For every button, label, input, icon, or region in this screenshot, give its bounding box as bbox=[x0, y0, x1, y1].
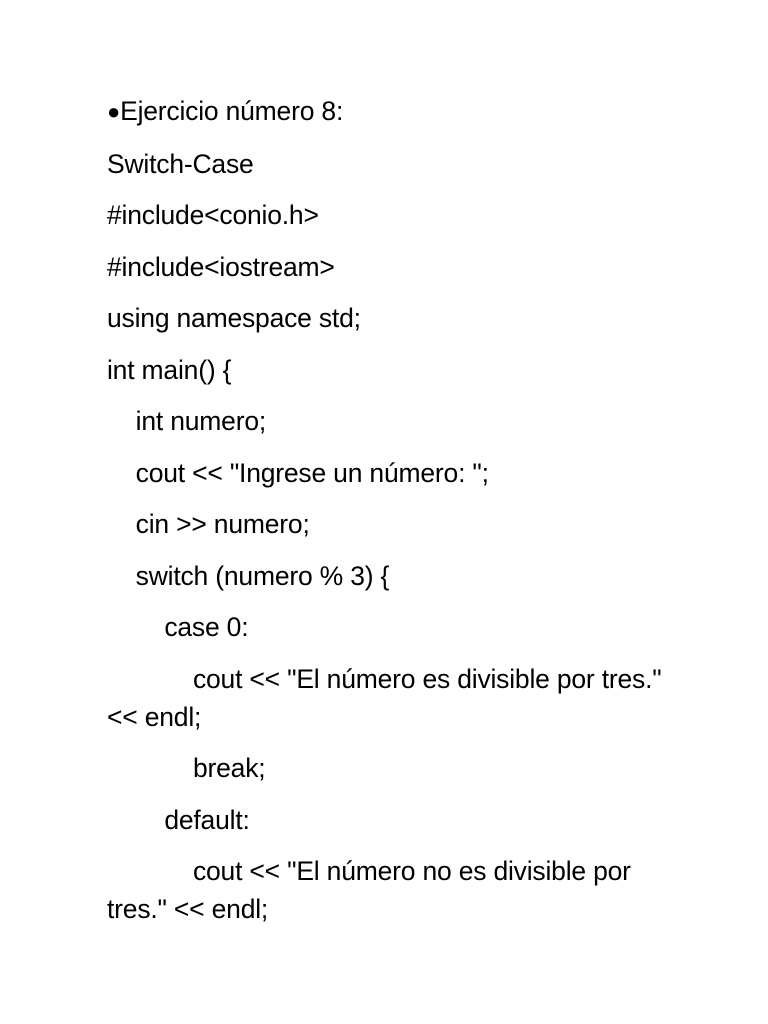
exercise-heading-text: Ejercicio número 8: bbox=[120, 96, 344, 126]
code-line: break; bbox=[107, 753, 266, 783]
code-line: case 0: bbox=[107, 612, 249, 642]
code-line: int main() { bbox=[107, 354, 232, 385]
bullet-icon: ● bbox=[107, 99, 121, 124]
code-line: cout << "Ingrese un número: "; bbox=[107, 457, 489, 488]
exercise-subtitle: Switch-Case bbox=[107, 148, 254, 179]
exercise-heading bbox=[107, 92, 667, 131]
code-line: switch (numero % 3) { bbox=[107, 560, 390, 591]
code-line: #include<iostream> bbox=[107, 251, 335, 282]
code-line: using namespace std; bbox=[107, 303, 361, 333]
code-line: cin >> numero; bbox=[107, 509, 310, 539]
code-line: cout << "El número no es divisible por tres." << endl; bbox=[107, 856, 638, 924]
code-line: int numero; bbox=[107, 406, 267, 436]
code-line: cout << "El número es divisible por tres." << endl; bbox=[107, 663, 669, 732]
code-line: #include<conio.h> bbox=[107, 200, 319, 230]
code-line: default: bbox=[107, 804, 250, 835]
document-page bbox=[107, 92, 667, 942]
